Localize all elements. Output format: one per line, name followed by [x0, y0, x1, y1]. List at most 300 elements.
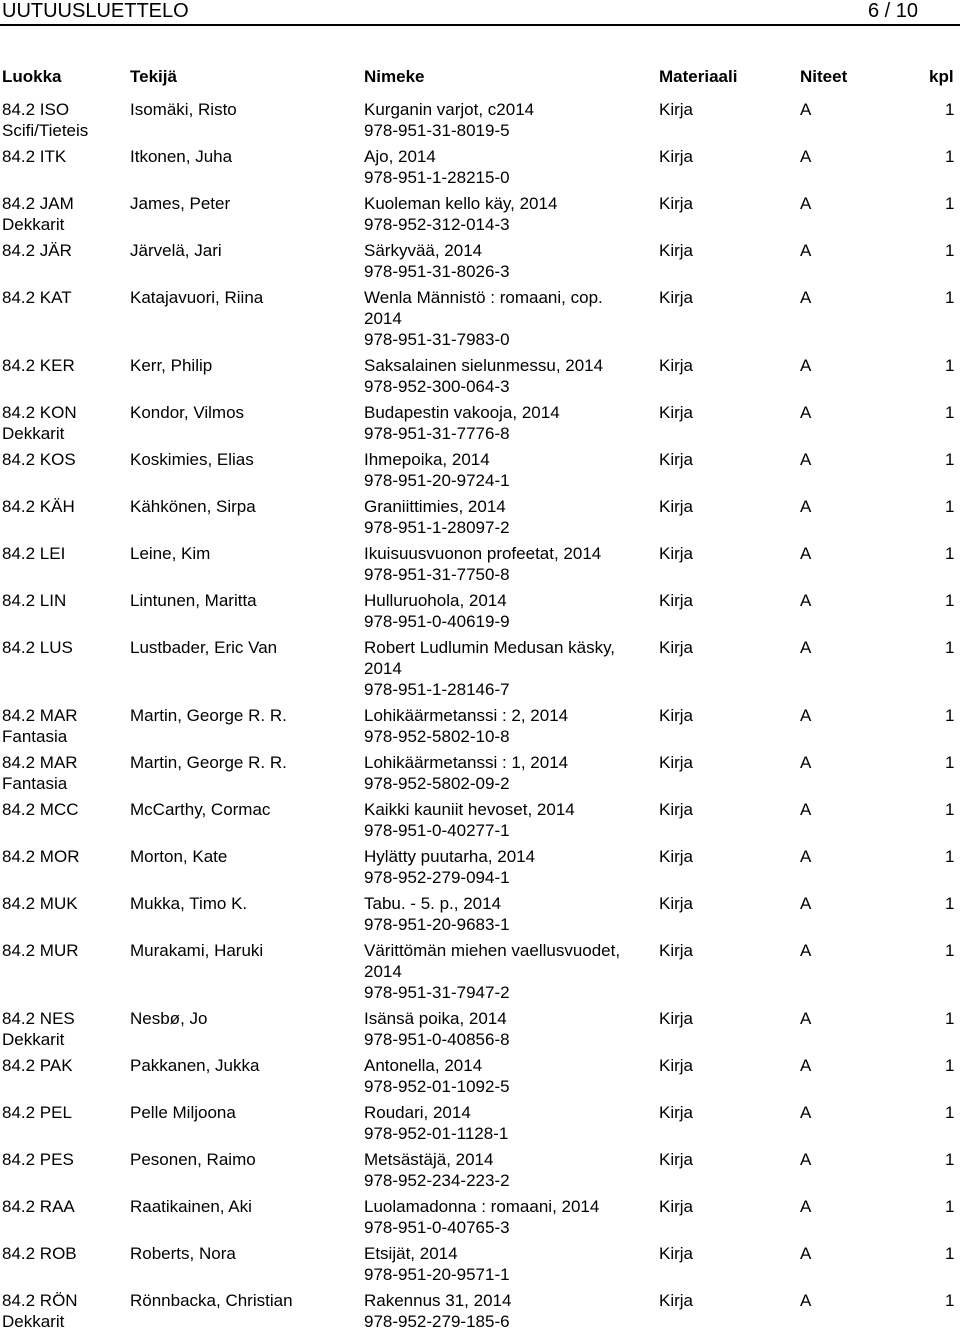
class-code-line: 84.2 MCC [2, 800, 79, 819]
material-line: Kirja [659, 356, 694, 375]
copies-location [800, 287, 811, 308]
class-code [2, 637, 126, 658]
material [659, 637, 693, 658]
count [945, 1008, 954, 1029]
material-line: Kirja [659, 706, 694, 725]
author-line: Järvelä, Jari [130, 241, 222, 260]
title-isbn-line: Ihmepoika, 2014 [364, 450, 490, 469]
author-line: James, Peter [130, 194, 231, 213]
copies-location-line: A [800, 497, 812, 516]
table-row [0, 1055, 960, 1102]
author [130, 1290, 358, 1311]
copies-location-line: A [800, 1197, 812, 1216]
class-code-line: Dekkarit [2, 215, 65, 234]
material [659, 1149, 693, 1170]
material [659, 193, 693, 214]
title-isbn [364, 402, 649, 444]
author [130, 543, 358, 564]
count [945, 752, 954, 773]
copies-location-line: A [800, 706, 812, 725]
class-code-line: Dekkarit [2, 424, 65, 443]
material-line: Kirja [659, 100, 694, 119]
table-row [0, 590, 960, 637]
copies-location-line: A [800, 1103, 812, 1122]
copies-location-line: A [800, 450, 812, 469]
table-row [0, 355, 960, 402]
material-line: Kirja [659, 1056, 694, 1075]
title-isbn-line: 978-951-0-40765-3 [364, 1218, 510, 1237]
title-isbn [364, 637, 649, 700]
material [659, 449, 693, 470]
count-line: 1 [945, 591, 955, 610]
author [130, 449, 358, 470]
class-code-line: 84.2 ISO [2, 100, 70, 119]
title-isbn-line: 2014 [364, 309, 402, 328]
material-line: Kirja [659, 497, 694, 516]
class-code-line: 84.2 MAR [2, 706, 78, 725]
title-isbn [364, 590, 649, 632]
title-isbn-line: Antonella, 2014 [364, 1056, 483, 1075]
title-isbn [364, 846, 649, 888]
table-row [0, 893, 960, 940]
title-isbn-line: Etsijät, 2014 [364, 1244, 458, 1263]
count-line: 1 [945, 288, 955, 307]
title-isbn-line: Tabu. - 5. p., 2014 [364, 894, 502, 913]
count-line: 1 [945, 1244, 955, 1263]
count-line: 1 [945, 241, 955, 260]
table-row [0, 940, 960, 1008]
material-line: Kirja [659, 147, 694, 166]
title-isbn [364, 146, 649, 188]
table-row [0, 240, 960, 287]
class-code-line: 84.2 ROB [2, 1244, 77, 1263]
table-row [0, 146, 960, 193]
count-line: 1 [945, 1150, 955, 1169]
count [945, 1055, 954, 1076]
copies-location [800, 1055, 811, 1076]
table-row [0, 637, 960, 705]
table-row [0, 449, 960, 496]
class-code-line: 84.2 KÄH [2, 497, 75, 516]
copies-location [800, 543, 811, 564]
material [659, 1102, 693, 1123]
copies-location [800, 1008, 811, 1029]
author-line: Pakkanen, Jukka [130, 1056, 260, 1075]
class-code [2, 449, 126, 470]
author-line: Roberts, Nora [130, 1244, 236, 1263]
count-line: 1 [945, 194, 955, 213]
title-isbn-line: 978-952-01-1128-1 [364, 1124, 509, 1143]
title-isbn [364, 449, 649, 491]
count [945, 893, 954, 914]
material [659, 1008, 693, 1029]
title-isbn-line: 978-951-0-40619-9 [364, 612, 510, 631]
author [130, 402, 358, 423]
title-isbn [364, 1196, 649, 1238]
count [945, 355, 954, 376]
copies-location [800, 637, 811, 658]
copies-location [800, 1196, 811, 1217]
copies-location [800, 193, 811, 214]
title-isbn-line: 978-952-300-064-3 [364, 377, 510, 396]
class-code-line: Fantasia [2, 727, 68, 746]
title-isbn-line: 978-951-31-8019-5 [364, 121, 510, 140]
material-line: Kirja [659, 941, 694, 960]
title-isbn [364, 99, 649, 141]
count-line: 1 [945, 1009, 955, 1028]
count-line: 1 [945, 356, 955, 375]
material-line: Kirja [659, 403, 694, 422]
copies-location-line: A [800, 591, 812, 610]
title-isbn-line: 978-952-279-094-1 [364, 868, 510, 887]
title-isbn-line: 978-951-0-40856-8 [364, 1030, 510, 1049]
class-code-line: 84.2 MAR [2, 753, 78, 772]
copies-location [800, 940, 811, 961]
title-isbn-line: Kaikki kauniit hevoset, 2014 [364, 800, 575, 819]
count-line: 1 [945, 847, 955, 866]
author [130, 893, 358, 914]
class-code-line: 84.2 MUK [2, 894, 78, 913]
class-code [2, 846, 126, 867]
title-isbn-line: Metsästäjä, 2014 [364, 1150, 494, 1169]
author-line: Itkonen, Juha [130, 147, 233, 166]
material-line: Kirja [659, 1009, 694, 1028]
material-line: Kirja [659, 450, 694, 469]
class-code [2, 893, 126, 914]
title-isbn-line: 978-952-01-1092-5 [364, 1077, 510, 1096]
class-code-line: 84.2 LEI [2, 544, 66, 563]
column-header-luokka: Luokka [2, 67, 62, 86]
title-isbn [364, 1008, 649, 1050]
title-isbn-line: Saksalainen sielunmessu, 2014 [364, 356, 604, 375]
material-line: Kirja [659, 1291, 694, 1310]
class-code-line: 84.2 KOS [2, 450, 76, 469]
author-line: Koskimies, Elias [130, 450, 254, 469]
author-line: Raatikainen, Aki [130, 1197, 252, 1216]
author-line: Lustbader, Eric Van [130, 638, 278, 657]
copies-location-line: A [800, 147, 812, 166]
material [659, 846, 693, 867]
material [659, 590, 693, 611]
title-isbn-line: 978-951-1-28215-0 [364, 168, 510, 187]
count-line: 1 [945, 753, 955, 772]
column-header-tekija: Tekijä [130, 67, 177, 86]
column-header-kpl: kpl [929, 67, 954, 86]
title-isbn-line: 2014 [364, 962, 402, 981]
copies-location [800, 449, 811, 470]
title-isbn [364, 496, 649, 538]
copies-location [800, 496, 811, 517]
class-code [2, 1290, 126, 1332]
title-isbn [364, 193, 649, 235]
table-row [0, 799, 960, 846]
author [130, 940, 358, 961]
title-isbn-line: 978-951-1-28097-2 [364, 518, 510, 537]
count [945, 1196, 954, 1217]
table-row [0, 1149, 960, 1196]
material [659, 799, 693, 820]
copies-location [800, 799, 811, 820]
count-line: 1 [945, 100, 955, 119]
class-code [2, 1055, 126, 1076]
title-isbn-line: Luolamadonna : romaani, 2014 [364, 1197, 600, 1216]
copies-location-line: A [800, 544, 812, 563]
title-isbn [364, 940, 649, 1003]
copies-location [800, 402, 811, 423]
count [945, 402, 954, 423]
title-isbn [364, 1290, 649, 1332]
count-line: 1 [945, 706, 955, 725]
material [659, 1196, 693, 1217]
class-code-line: 84.2 KER [2, 356, 75, 375]
table-row [0, 99, 960, 146]
count-line: 1 [945, 638, 955, 657]
title-isbn-line: 978-951-20-9571-1 [364, 1265, 510, 1284]
copies-location-line: A [800, 194, 812, 213]
material [659, 893, 693, 914]
title-isbn-line: Rakennus 31, 2014 [364, 1291, 512, 1310]
copies-location [800, 1290, 811, 1311]
table-row [0, 705, 960, 752]
class-code [2, 1149, 126, 1170]
title-isbn-line: 2014 [364, 659, 402, 678]
class-code [2, 799, 126, 820]
copies-location-line: A [800, 1150, 812, 1169]
title-isbn-line: 978-951-31-7983-0 [364, 330, 510, 349]
count-line: 1 [945, 1056, 955, 1075]
title-isbn [364, 799, 649, 841]
class-code [2, 99, 126, 141]
count-line: 1 [945, 1291, 955, 1310]
material-line: Kirja [659, 847, 694, 866]
count-line: 1 [945, 941, 955, 960]
material-line: Kirja [659, 1197, 694, 1216]
author-line: Morton, Kate [130, 847, 228, 866]
author-line: McCarthy, Cormac [130, 800, 271, 819]
class-code [2, 240, 126, 261]
author [130, 637, 358, 658]
class-code-line: 84.2 MUR [2, 941, 79, 960]
count [945, 1243, 954, 1264]
table-row [0, 1196, 960, 1243]
class-code [2, 1243, 126, 1264]
class-code-line: Fantasia [2, 774, 68, 793]
column-header-niteet: Niteet [800, 67, 848, 86]
copies-location [800, 1243, 811, 1264]
title-isbn [364, 893, 649, 935]
material [659, 402, 693, 423]
author [130, 1055, 358, 1076]
author-line: Nesbø, Jo [130, 1009, 208, 1028]
table-row [0, 1102, 960, 1149]
count [945, 940, 954, 961]
count-line: 1 [945, 450, 955, 469]
title-isbn [364, 752, 649, 794]
author-line: Kähkönen, Sirpa [130, 497, 256, 516]
class-code [2, 287, 126, 308]
class-code [2, 1102, 126, 1123]
material [659, 355, 693, 376]
title-isbn-line: Lohikäärmetanssi : 1, 2014 [364, 753, 569, 772]
title-isbn-line: 978-952-5802-10-8 [364, 727, 510, 746]
title-isbn [364, 1055, 649, 1097]
copies-location-line: A [800, 847, 812, 866]
title-isbn-line: Graniittimies, 2014 [364, 497, 506, 516]
title-isbn [364, 240, 649, 282]
title-isbn-line: Hulluruohola, 2014 [364, 591, 507, 610]
class-code-line: 84.2 RÖN [2, 1291, 78, 1310]
count-line: 1 [945, 403, 955, 422]
author [130, 146, 358, 167]
class-code-line: 84.2 KON [2, 403, 77, 422]
author [130, 1243, 358, 1264]
count [945, 449, 954, 470]
table-row [0, 1008, 960, 1055]
class-code [2, 355, 126, 376]
author-line: Kerr, Philip [130, 356, 213, 375]
class-code-line: 84.2 NES [2, 1009, 75, 1028]
author [130, 590, 358, 611]
title-isbn-line: 978-951-20-9724-1 [364, 471, 510, 490]
material [659, 496, 693, 517]
title-isbn [364, 1149, 649, 1191]
author [130, 355, 358, 376]
title-isbn-line: Kurganin varjot, c2014 [364, 100, 535, 119]
author-line: Leine, Kim [130, 544, 211, 563]
title-isbn-line: 978-951-31-7947-2 [364, 983, 510, 1002]
material [659, 543, 693, 564]
copies-location [800, 1102, 811, 1123]
title-isbn-line: Särkyvää, 2014 [364, 241, 483, 260]
author [130, 287, 358, 308]
title-isbn-line: 978-951-1-28146-7 [364, 680, 510, 699]
class-code [2, 402, 126, 444]
table-row [0, 846, 960, 893]
author-line: Martin, George R. R. [130, 706, 287, 725]
class-code-line: 84.2 JAM [2, 194, 74, 213]
author-line: Pelle Miljoona [130, 1103, 236, 1122]
count [945, 287, 954, 308]
class-code-line: 84.2 MOR [2, 847, 80, 866]
material [659, 240, 693, 261]
material [659, 1290, 693, 1311]
copies-location-line: A [800, 1056, 812, 1075]
count-line: 1 [945, 497, 955, 516]
material [659, 752, 693, 773]
copies-location-line: A [800, 100, 812, 119]
material-line: Kirja [659, 894, 694, 913]
class-code [2, 496, 126, 517]
author [130, 193, 358, 214]
class-code [2, 940, 126, 961]
class-code-line: 84.2 LUS [2, 638, 73, 657]
count-line: 1 [945, 544, 955, 563]
column-header-row [0, 66, 960, 88]
table-row [0, 543, 960, 590]
author [130, 846, 358, 867]
table-row [0, 496, 960, 543]
material [659, 1055, 693, 1076]
copies-location-line: A [800, 800, 812, 819]
material-line: Kirja [659, 1150, 694, 1169]
class-code [2, 752, 126, 794]
count [945, 99, 954, 120]
title-isbn-line: Ikuisuusvuonon profeetat, 2014 [364, 544, 602, 563]
copies-location [800, 146, 811, 167]
title-isbn [364, 1102, 649, 1144]
count [945, 799, 954, 820]
title-isbn-line: Budapestin vakooja, 2014 [364, 403, 560, 422]
class-code [2, 146, 126, 167]
title-isbn-line: Wenla Männistö : romaani, cop. [364, 288, 603, 307]
material-line: Kirja [659, 241, 694, 260]
class-code [2, 1196, 126, 1217]
page-number: 6 / 10 [867, 0, 918, 22]
class-code [2, 590, 126, 611]
author-line: Murakami, Haruki [130, 941, 264, 960]
title-isbn [364, 355, 649, 397]
author-line: Kondor, Vilmos [130, 403, 245, 422]
author [130, 99, 358, 120]
author-line: Martin, George R. R. [130, 753, 287, 772]
copies-location-line: A [800, 753, 812, 772]
title-isbn [364, 287, 649, 350]
title-isbn-line: Robert Ludlumin Medusan käsky, [364, 638, 616, 657]
class-code-line: Dekkarit [2, 1312, 65, 1331]
count-line: 1 [945, 800, 955, 819]
copies-location [800, 240, 811, 261]
author-line: Isomäki, Risto [130, 100, 237, 119]
material [659, 940, 693, 961]
column-header-materiaali: Materiaali [659, 67, 738, 86]
count [945, 637, 954, 658]
title-isbn [364, 543, 649, 585]
title-isbn-line: Kuoleman kello käy, 2014 [364, 194, 558, 213]
material [659, 287, 693, 308]
table-row [0, 287, 960, 355]
column-header-nimeke: Nimeke [364, 67, 425, 86]
material [659, 705, 693, 726]
copies-location-line: A [800, 1009, 812, 1028]
material-line: Kirja [659, 638, 694, 657]
material [659, 1243, 693, 1264]
count-line: 1 [945, 1197, 955, 1216]
copies-location-line: A [800, 288, 812, 307]
catalog-list [0, 99, 960, 1337]
count [945, 146, 954, 167]
title-isbn-line: 978-952-279-185-6 [364, 1312, 510, 1331]
table-row [0, 193, 960, 240]
material-line: Kirja [659, 753, 694, 772]
title-isbn-line: Hylätty puutarha, 2014 [364, 847, 536, 866]
count [945, 543, 954, 564]
count [945, 1149, 954, 1170]
material [659, 99, 693, 120]
title-isbn-line: 978-951-31-7750-8 [364, 565, 510, 584]
copies-location [800, 893, 811, 914]
author [130, 1008, 358, 1029]
material-line: Kirja [659, 544, 694, 563]
copies-location [800, 355, 811, 376]
title-isbn [364, 705, 649, 747]
title-isbn-line: 978-952-234-223-2 [364, 1171, 510, 1190]
title-isbn-line: 978-951-31-7776-8 [364, 424, 510, 443]
copies-location [800, 846, 811, 867]
material-line: Kirja [659, 1244, 694, 1263]
copies-location-line: A [800, 638, 812, 657]
table-row [0, 402, 960, 449]
author [130, 799, 358, 820]
